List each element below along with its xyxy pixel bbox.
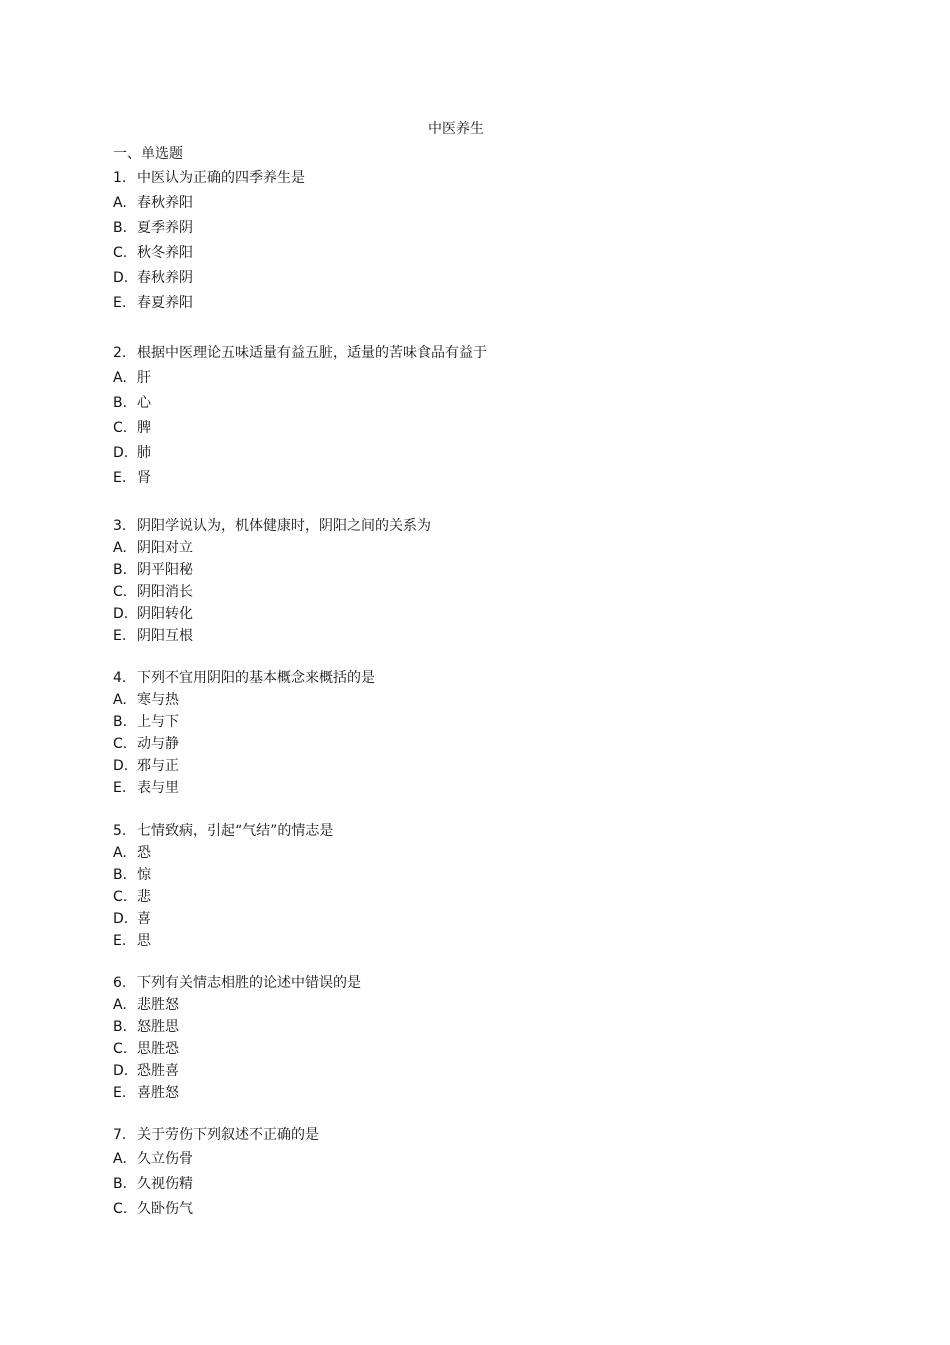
option-text: 寒与热: [137, 692, 179, 708]
option-text: 春夏养阳: [137, 295, 193, 311]
option-letter: E.: [113, 470, 127, 486]
question-number: 7.: [113, 1127, 127, 1143]
question-text: 关于劳伤下列叙述不正确的是: [137, 1127, 319, 1143]
question-stem: [113, 168, 305, 193]
question-stem: [113, 668, 375, 690]
question-stem: [113, 821, 333, 843]
option-text: 春秋养阴: [137, 270, 193, 286]
question-6: [113, 973, 361, 1105]
question-text: 下列不宜用阴阳的基本概念来概括的是: [137, 670, 375, 686]
option-text: 秋冬养阳: [137, 245, 193, 261]
option-text: 夏季养阴: [137, 220, 193, 236]
option-text: 久视伤精: [137, 1176, 193, 1192]
option-text: 阴阳消长: [137, 584, 193, 600]
option-d: [113, 909, 333, 931]
option-text: 惊: [137, 867, 151, 883]
option-text: 久立伤骨: [137, 1151, 193, 1167]
option-b: [113, 1174, 319, 1199]
option-letter: D.: [113, 606, 129, 622]
option-letter: E.: [113, 295, 127, 311]
question-number: 4.: [113, 670, 127, 686]
option-a: [113, 690, 375, 712]
question-text: 中医认为正确的四季养生是: [137, 170, 305, 186]
question-stem: [113, 1125, 319, 1149]
option-e: [113, 778, 375, 800]
option-e: [113, 626, 431, 648]
option-d: [113, 756, 375, 778]
option-letter: A.: [113, 1151, 127, 1167]
option-text: 久卧伤气: [137, 1201, 193, 1217]
question-7: [113, 1125, 319, 1224]
option-a: [113, 193, 305, 218]
option-text: 思胜恐: [137, 1041, 179, 1057]
option-text: 肝: [137, 370, 151, 386]
option-letter: A.: [113, 845, 127, 861]
option-d: [113, 604, 431, 626]
option-a: [113, 995, 361, 1017]
option-text: 喜: [137, 911, 151, 927]
option-letter: C.: [113, 420, 128, 436]
option-text: 肾: [137, 470, 151, 486]
option-text: 悲: [137, 889, 151, 905]
option-text: 怒胜思: [137, 1019, 179, 1035]
option-letter: D.: [113, 911, 129, 927]
option-text: 恐: [137, 845, 151, 861]
option-text: 阴阳转化: [137, 606, 193, 622]
option-text: 表与里: [137, 780, 179, 796]
option-letter: B.: [113, 714, 128, 730]
option-c: [113, 887, 333, 909]
option-text: 悲胜怒: [137, 997, 179, 1013]
question-text: 下列有关情志相胜的论述中错误的是: [137, 975, 361, 991]
option-a: [113, 368, 487, 393]
option-c: [113, 1039, 361, 1061]
option-e: [113, 931, 333, 953]
option-letter: D.: [113, 758, 129, 774]
option-letter: A.: [113, 540, 127, 556]
question-stem: [113, 343, 487, 368]
question-4: [113, 668, 375, 800]
question-text: 七情致病，引起“气结”的情志是: [137, 823, 334, 839]
option-letter: C.: [113, 584, 128, 600]
option-letter: C.: [113, 245, 128, 261]
option-text: 思: [137, 933, 151, 949]
option-a: [113, 1149, 319, 1174]
question-2: [113, 343, 487, 493]
option-letter: B.: [113, 220, 128, 236]
option-text: 阴阳对立: [137, 540, 193, 556]
option-b: [113, 712, 375, 734]
option-c: [113, 1199, 319, 1224]
section-heading: 一、单选题: [113, 146, 183, 162]
option-text: 阴平阳秘: [137, 562, 193, 578]
option-text: 上与下: [137, 714, 179, 730]
option-letter: A.: [113, 195, 127, 211]
option-a: [113, 843, 333, 865]
question-number: 5.: [113, 823, 127, 839]
option-b: [113, 218, 305, 243]
question-text: 阴阳学说认为，机体健康时，阴阳之间的关系为: [137, 518, 431, 534]
question-text: 根据中医理论五味适量有益五脏，适量的苦味食品有益于: [137, 345, 487, 361]
option-letter: C.: [113, 1041, 128, 1057]
option-text: 肺: [137, 445, 151, 461]
option-letter: E.: [113, 1085, 127, 1101]
option-letter: B.: [113, 562, 128, 578]
option-d: [113, 1061, 361, 1083]
question-5: [113, 821, 333, 953]
option-text: 喜胜怒: [137, 1085, 179, 1101]
option-text: 春秋养阳: [137, 195, 193, 211]
option-letter: D.: [113, 1063, 129, 1079]
option-c: [113, 418, 487, 443]
option-letter: B.: [113, 1176, 128, 1192]
option-b: [113, 393, 487, 418]
option-letter: B.: [113, 867, 128, 883]
option-c: [113, 734, 375, 756]
option-b: [113, 1017, 361, 1039]
option-letter: A.: [113, 370, 127, 386]
option-letter: D.: [113, 270, 129, 286]
option-e: [113, 468, 487, 493]
option-text: 邪与正: [137, 758, 179, 774]
option-e: [113, 1083, 361, 1105]
option-letter: C.: [113, 736, 128, 752]
option-letter: E.: [113, 628, 127, 644]
option-letter: E.: [113, 780, 127, 796]
option-c: [113, 243, 305, 268]
option-letter: C.: [113, 889, 128, 905]
option-letter: C.: [113, 1201, 128, 1217]
document-title: 中医养生: [428, 121, 484, 137]
option-text: 阴阳互根: [137, 628, 193, 644]
option-a: [113, 538, 431, 560]
option-letter: A.: [113, 997, 127, 1013]
option-letter: B.: [113, 1019, 128, 1035]
option-letter: A.: [113, 692, 127, 708]
question-stem: [113, 973, 361, 995]
option-text: 动与静: [137, 736, 179, 752]
option-b: [113, 865, 333, 887]
question-1: [113, 168, 305, 318]
option-letter: E.: [113, 933, 127, 949]
option-e: [113, 293, 305, 318]
option-d: [113, 443, 487, 468]
option-b: [113, 560, 431, 582]
question-stem: [113, 516, 431, 538]
option-d: [113, 268, 305, 293]
option-text: 心: [137, 395, 151, 411]
option-text: 恐胜喜: [137, 1063, 179, 1079]
option-text: 脾: [137, 420, 151, 436]
option-c: [113, 582, 431, 604]
question-3: [113, 516, 431, 648]
question-number: 3.: [113, 518, 127, 534]
question-number: 6.: [113, 975, 127, 991]
question-number: 1.: [113, 170, 127, 186]
option-letter: D.: [113, 445, 129, 461]
option-letter: B.: [113, 395, 128, 411]
question-number: 2.: [113, 345, 127, 361]
